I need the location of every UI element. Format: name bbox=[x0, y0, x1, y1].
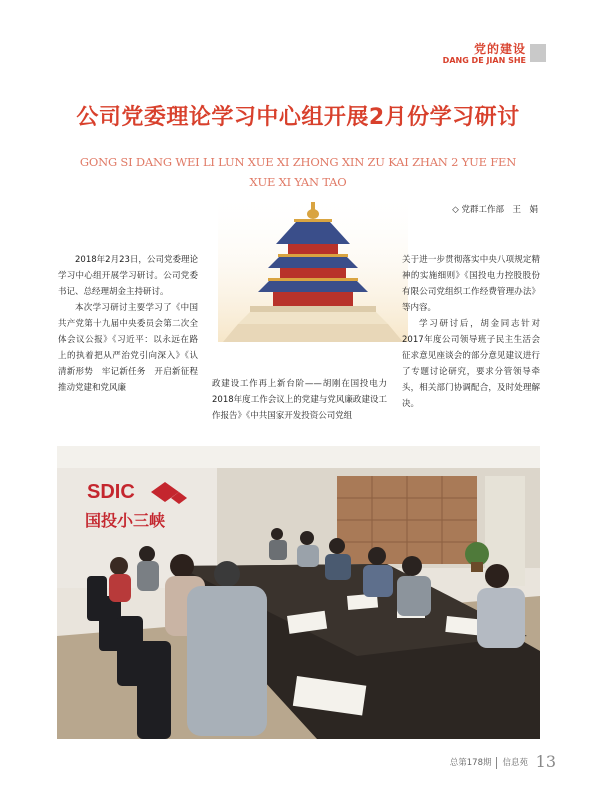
article-title: 公司党委理论学习中心组开展2月份学习研讨 bbox=[76, 105, 520, 130]
section-name-en: DANG DE JIAN SHE bbox=[442, 56, 526, 65]
page-footer bbox=[450, 756, 528, 769]
text-column-2 bbox=[212, 376, 387, 424]
section-tag bbox=[443, 42, 526, 66]
footer-divider bbox=[496, 757, 497, 769]
article-title-pinyin bbox=[40, 152, 556, 192]
page-number: 13 bbox=[535, 752, 556, 771]
company-sign-text: 国投小三峡 bbox=[85, 511, 166, 530]
paragraph: 2018年2月23日，公司党委理论学习中心组开展学习研讨。公司党委书记、总经理胡金主持研讨。 bbox=[58, 255, 198, 297]
pinyin-line-1: GONG SI DANG WEI LI LUN XUE XI ZHONG XIN ZU KAI ZHAN 2 YUE FEN bbox=[79, 155, 517, 169]
section-tag-marker bbox=[530, 44, 546, 62]
magazine-name: 信息苑 bbox=[502, 758, 528, 768]
issue-number: 总第178期 bbox=[449, 758, 492, 768]
byline: ◇ 党群工作部 王 娟 bbox=[452, 205, 538, 215]
paragraph: 学习研讨后，胡金同志针对2017年度公司领导班子民主生活会征求意见座谈会的部分意见建议进行了专题讨论研究，要求分管领导牵头，相关部门协调配合，及时处理解决。 bbox=[402, 319, 540, 409]
text-column-3 bbox=[402, 252, 540, 412]
company-logo-text: SDIC bbox=[87, 481, 135, 503]
section-name-cn: 党的建设 bbox=[473, 42, 526, 56]
paragraph: 政建设工作再上新台阶——胡刚在国投电力2018年度工作会议上的党建与党风廉政建设工作报告》《中共国家开发投资公司党组 bbox=[212, 379, 387, 421]
text-column-1 bbox=[58, 252, 207, 396]
paragraph: 关于进一步贯彻落实中央八项规定精神的实施细则》《国投电力控股股份有限公司党组织工作经费管理办法》等内容。 bbox=[402, 255, 540, 313]
paragraph: 本次学习研讨主要学习了《中国共产党第十九届中央委员会第二次全体会议公报》《习近平：以永远在路上的执着把从严治党引向深入》《认清新形势 牢记新任务 开启新征程 推动党建和党风廉 bbox=[58, 303, 207, 393]
meeting-photo bbox=[57, 446, 540, 739]
pinyin-line-2: XUE XI YAN TAO bbox=[249, 175, 347, 189]
temple-of-heaven-illustration bbox=[218, 192, 408, 342]
